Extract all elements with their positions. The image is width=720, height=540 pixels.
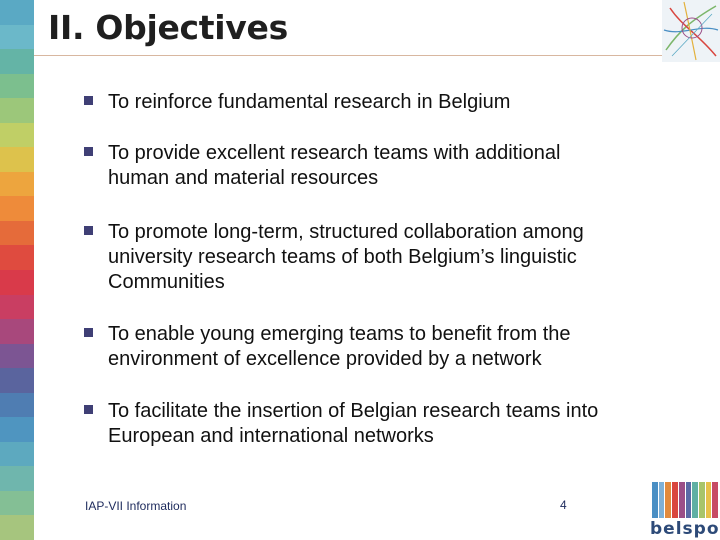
strip-block	[0, 368, 34, 393]
strip-block	[0, 196, 34, 221]
strip-block	[0, 295, 34, 320]
strip-block	[0, 221, 34, 246]
logo-bar	[712, 482, 718, 518]
bullet-item	[84, 399, 694, 449]
footer-text: IAP-VII Information	[85, 499, 187, 513]
bullet-line: European and international networks	[108, 425, 434, 447]
slide-title: II. Objectives	[48, 8, 288, 47]
strip-block	[0, 442, 34, 467]
bullet-line: To provide excellent research teams with additional	[108, 142, 561, 164]
strip-block	[0, 98, 34, 123]
bullet-marker-icon	[84, 226, 93, 235]
bullet-item	[84, 90, 694, 115]
logo-bar	[659, 482, 665, 518]
bullet-marker-icon	[84, 328, 93, 337]
strip-block	[0, 245, 34, 270]
strip-block	[0, 393, 34, 418]
belspo-logo	[646, 480, 720, 540]
strip-block	[0, 417, 34, 442]
bullet-line: To reinforce fundamental research in Belgium	[108, 91, 511, 113]
logo-bar	[692, 482, 698, 518]
strip-block	[0, 172, 34, 197]
bullet-line: university research teams of both Belgium’s linguistic	[108, 246, 577, 268]
bullet-item	[84, 141, 694, 191]
bullet-item	[84, 220, 694, 295]
strip-block	[0, 344, 34, 369]
strip-block	[0, 466, 34, 491]
bullet-line: To facilitate the insertion of Belgian research teams into	[108, 400, 599, 422]
strip-block	[0, 49, 34, 74]
logo-bars	[652, 482, 718, 518]
logo-bar	[699, 482, 705, 518]
bullet-line: environment of excellence provided by a network	[108, 348, 542, 370]
strip-block	[0, 123, 34, 148]
logo-bar	[652, 482, 658, 518]
logo-bar	[665, 482, 671, 518]
strip-block	[0, 270, 34, 295]
bullet-marker-icon	[84, 147, 93, 156]
page-number: 4	[560, 498, 567, 512]
bullet-line: Communities	[108, 271, 225, 293]
decorative-sketch-icon	[662, 0, 720, 62]
bullet-line: To enable young emerging teams to benefit from the	[108, 323, 571, 345]
color-strip	[0, 0, 34, 540]
objectives-list	[84, 90, 694, 449]
strip-block	[0, 74, 34, 99]
logo-bar	[672, 482, 678, 518]
bullet-line: To promote long-term, structured collaboration among	[108, 221, 584, 243]
strip-block	[0, 25, 34, 50]
strip-block	[0, 0, 34, 25]
logo-bar	[679, 482, 685, 518]
bullet-line: human and material resources	[108, 167, 379, 189]
strip-block	[0, 515, 34, 540]
strip-block	[0, 491, 34, 516]
bullet-item	[84, 322, 694, 372]
title-underline	[34, 55, 662, 56]
bullet-marker-icon	[84, 405, 93, 414]
strip-block	[0, 147, 34, 172]
logo-text: belspo	[650, 519, 720, 539]
bullet-marker-icon	[84, 96, 93, 105]
logo-bar	[686, 482, 692, 518]
strip-block	[0, 319, 34, 344]
logo-bar	[706, 482, 712, 518]
